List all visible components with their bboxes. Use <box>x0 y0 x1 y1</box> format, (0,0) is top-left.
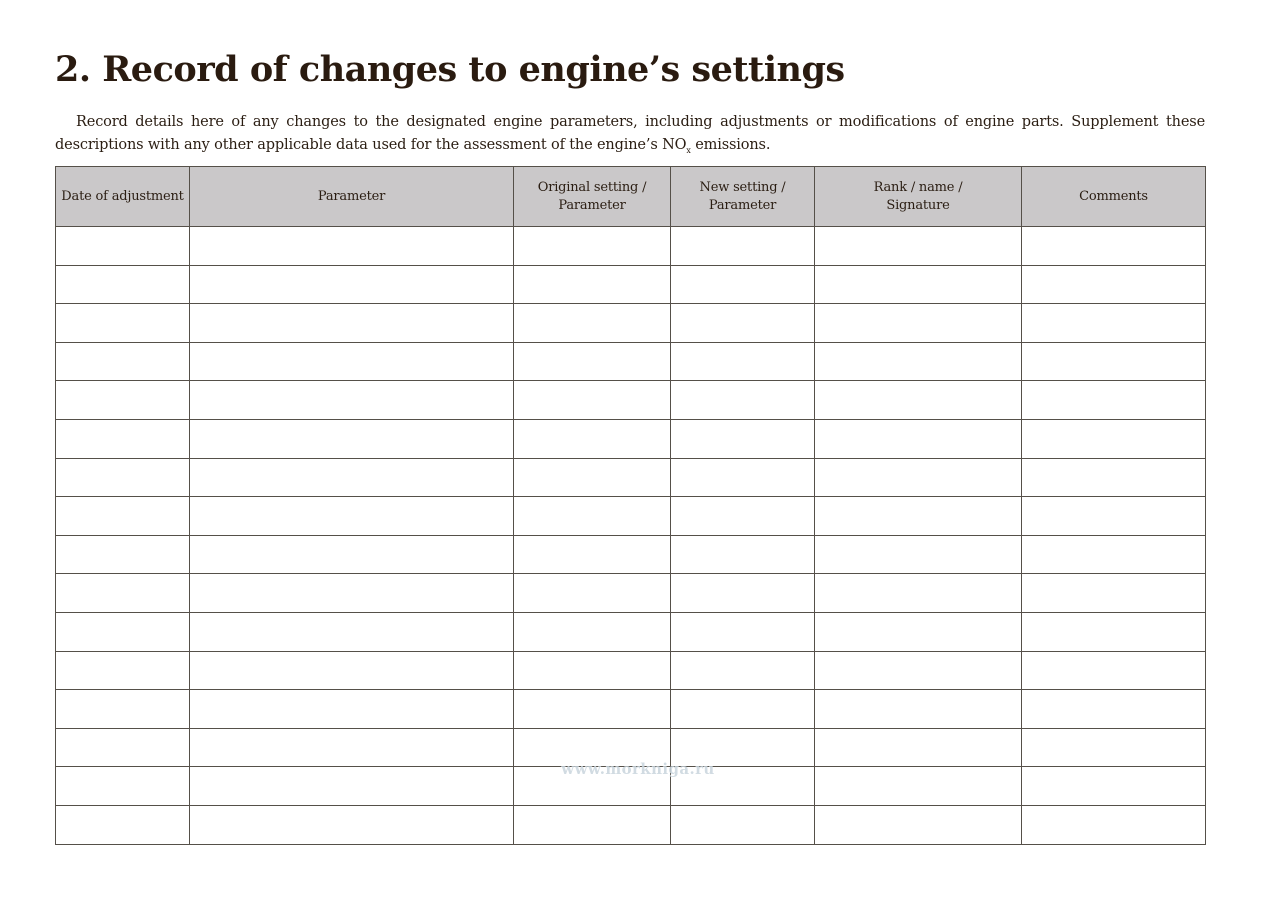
table-cell[interactable] <box>514 805 671 844</box>
table-cell[interactable] <box>1022 227 1206 266</box>
table-row <box>56 304 1206 343</box>
table-row <box>56 574 1206 613</box>
column-header-date-of-adjustment <box>56 167 190 227</box>
header-line: New setting / <box>699 179 786 195</box>
table-cell[interactable] <box>56 690 190 729</box>
table-cell[interactable] <box>815 651 1022 690</box>
table-cell[interactable] <box>815 535 1022 574</box>
table-cell[interactable] <box>671 690 815 729</box>
table-cell[interactable] <box>815 612 1022 651</box>
table-cell[interactable] <box>1022 381 1206 420</box>
table-cell[interactable] <box>190 535 514 574</box>
table-row <box>56 497 1206 536</box>
table-cell[interactable] <box>56 612 190 651</box>
table-row <box>56 805 1206 844</box>
table-cell[interactable] <box>671 651 815 690</box>
intro-text-end: emissions. <box>690 136 771 153</box>
table-cell[interactable] <box>1022 574 1206 613</box>
table-cell[interactable] <box>815 767 1022 806</box>
column-header-new-setting <box>671 167 815 227</box>
intro-paragraph <box>55 111 1205 156</box>
table-cell[interactable] <box>190 651 514 690</box>
table-cell[interactable] <box>514 612 671 651</box>
table-cell[interactable] <box>671 304 815 343</box>
table-cell[interactable] <box>671 728 815 767</box>
settings-change-record-table <box>55 166 1206 845</box>
table-row <box>56 419 1206 458</box>
table-cell[interactable] <box>1022 342 1206 381</box>
table-header-row <box>56 167 1206 227</box>
table-cell[interactable] <box>815 805 1022 844</box>
table-cell[interactable] <box>56 342 190 381</box>
table-cell[interactable] <box>56 265 190 304</box>
table-cell[interactable] <box>514 690 671 729</box>
table-cell[interactable] <box>56 728 190 767</box>
table-cell[interactable] <box>514 419 671 458</box>
table-cell[interactable] <box>514 574 671 613</box>
table-cell[interactable] <box>671 612 815 651</box>
page-title: 2. Record of changes to engine’s settings <box>55 49 845 90</box>
table-cell[interactable] <box>514 458 671 497</box>
table-cell[interactable] <box>815 728 1022 767</box>
table-cell[interactable] <box>190 458 514 497</box>
header-line: Comments <box>1079 188 1148 204</box>
table-cell[interactable] <box>56 497 190 536</box>
header-line: Original setting / <box>537 179 647 195</box>
table-cell[interactable] <box>1022 805 1206 844</box>
table-cell[interactable] <box>815 574 1022 613</box>
intro-text: Record details here of any changes to the designated engine parameters, including adjustments or modifications of engine parts. Supplement these descriptions with any other applicable data used for the assessment of the engine’s NO <box>55 114 1205 153</box>
table-cell[interactable] <box>190 574 514 613</box>
table-cell[interactable] <box>190 767 514 806</box>
table-cell[interactable] <box>671 767 815 806</box>
table-cell[interactable] <box>1022 419 1206 458</box>
table-cell[interactable] <box>815 227 1022 266</box>
table-body <box>56 227 1206 845</box>
column-header-parameter <box>190 167 514 227</box>
table-cell[interactable] <box>514 342 671 381</box>
table-cell[interactable] <box>514 304 671 343</box>
header-line: Parameter <box>708 197 777 213</box>
table-cell[interactable] <box>671 805 815 844</box>
table-cell[interactable] <box>56 419 190 458</box>
table-cell[interactable] <box>190 497 514 536</box>
table-row <box>56 342 1206 381</box>
table-cell[interactable] <box>56 304 190 343</box>
table-cell[interactable] <box>671 497 815 536</box>
table-cell[interactable] <box>190 805 514 844</box>
table-row <box>56 612 1206 651</box>
table-cell[interactable] <box>671 381 815 420</box>
table-cell[interactable] <box>1022 767 1206 806</box>
table-cell[interactable] <box>56 574 190 613</box>
table-cell[interactable] <box>190 342 514 381</box>
table-cell[interactable] <box>190 690 514 729</box>
table-cell[interactable] <box>190 419 514 458</box>
nox-subscript: x <box>686 145 691 155</box>
column-header-comments <box>1022 167 1206 227</box>
table-cell[interactable] <box>190 227 514 266</box>
table-cell[interactable] <box>514 767 671 806</box>
table-cell[interactable] <box>1022 458 1206 497</box>
table-cell[interactable] <box>514 728 671 767</box>
table-cell[interactable] <box>671 458 815 497</box>
table-cell[interactable] <box>1022 612 1206 651</box>
table-cell[interactable] <box>1022 304 1206 343</box>
header-line: Rank / name / <box>873 179 963 195</box>
table-row <box>56 265 1206 304</box>
header-line: Date of adjustment <box>61 188 184 204</box>
table-cell[interactable] <box>671 535 815 574</box>
table-row <box>56 767 1206 806</box>
column-header-rank-name-signature <box>815 167 1022 227</box>
table-row <box>56 458 1206 497</box>
table-cell[interactable] <box>815 342 1022 381</box>
table-row <box>56 651 1206 690</box>
table-cell[interactable] <box>671 419 815 458</box>
table-row <box>56 690 1206 729</box>
table-row <box>56 227 1206 266</box>
table-cell[interactable] <box>815 458 1022 497</box>
table-cell[interactable] <box>1022 265 1206 304</box>
table-cell[interactable] <box>514 381 671 420</box>
table-cell[interactable] <box>56 381 190 420</box>
table-cell[interactable] <box>815 381 1022 420</box>
table-cell[interactable] <box>514 535 671 574</box>
table-row <box>56 728 1206 767</box>
table-cell[interactable] <box>56 458 190 497</box>
table-row <box>56 535 1206 574</box>
table-cell[interactable] <box>190 612 514 651</box>
table-cell[interactable] <box>1022 728 1206 767</box>
header-line: Signature <box>886 197 950 213</box>
table-cell[interactable] <box>671 574 815 613</box>
header-line: Parameter <box>317 188 386 204</box>
table-cell[interactable] <box>514 651 671 690</box>
table-cell[interactable] <box>56 767 190 806</box>
table-cell[interactable] <box>56 535 190 574</box>
table-cell[interactable] <box>815 690 1022 729</box>
table-cell[interactable] <box>56 227 190 266</box>
watermark: www.morkniga.ru <box>561 760 715 778</box>
table-cell[interactable] <box>815 304 1022 343</box>
header-line: Parameter <box>558 197 626 213</box>
table-cell[interactable] <box>1022 651 1206 690</box>
table-cell[interactable] <box>671 265 815 304</box>
table-cell[interactable] <box>1022 497 1206 536</box>
table-cell[interactable] <box>514 265 671 304</box>
table-cell[interactable] <box>514 227 671 266</box>
table-cell[interactable] <box>56 805 190 844</box>
table-cell[interactable] <box>671 342 815 381</box>
column-header-original-setting <box>514 167 671 227</box>
table-cell[interactable] <box>190 728 514 767</box>
table-cell[interactable] <box>190 265 514 304</box>
table-cell[interactable] <box>815 497 1022 536</box>
table-cell[interactable] <box>1022 690 1206 729</box>
table-cell[interactable] <box>815 265 1022 304</box>
table-cell[interactable] <box>514 497 671 536</box>
table-row <box>56 381 1206 420</box>
table-cell[interactable] <box>190 304 514 343</box>
table-cell[interactable] <box>1022 535 1206 574</box>
table-cell[interactable] <box>56 651 190 690</box>
table-cell[interactable] <box>815 419 1022 458</box>
table-cell[interactable] <box>671 227 815 266</box>
table-cell[interactable] <box>190 381 514 420</box>
